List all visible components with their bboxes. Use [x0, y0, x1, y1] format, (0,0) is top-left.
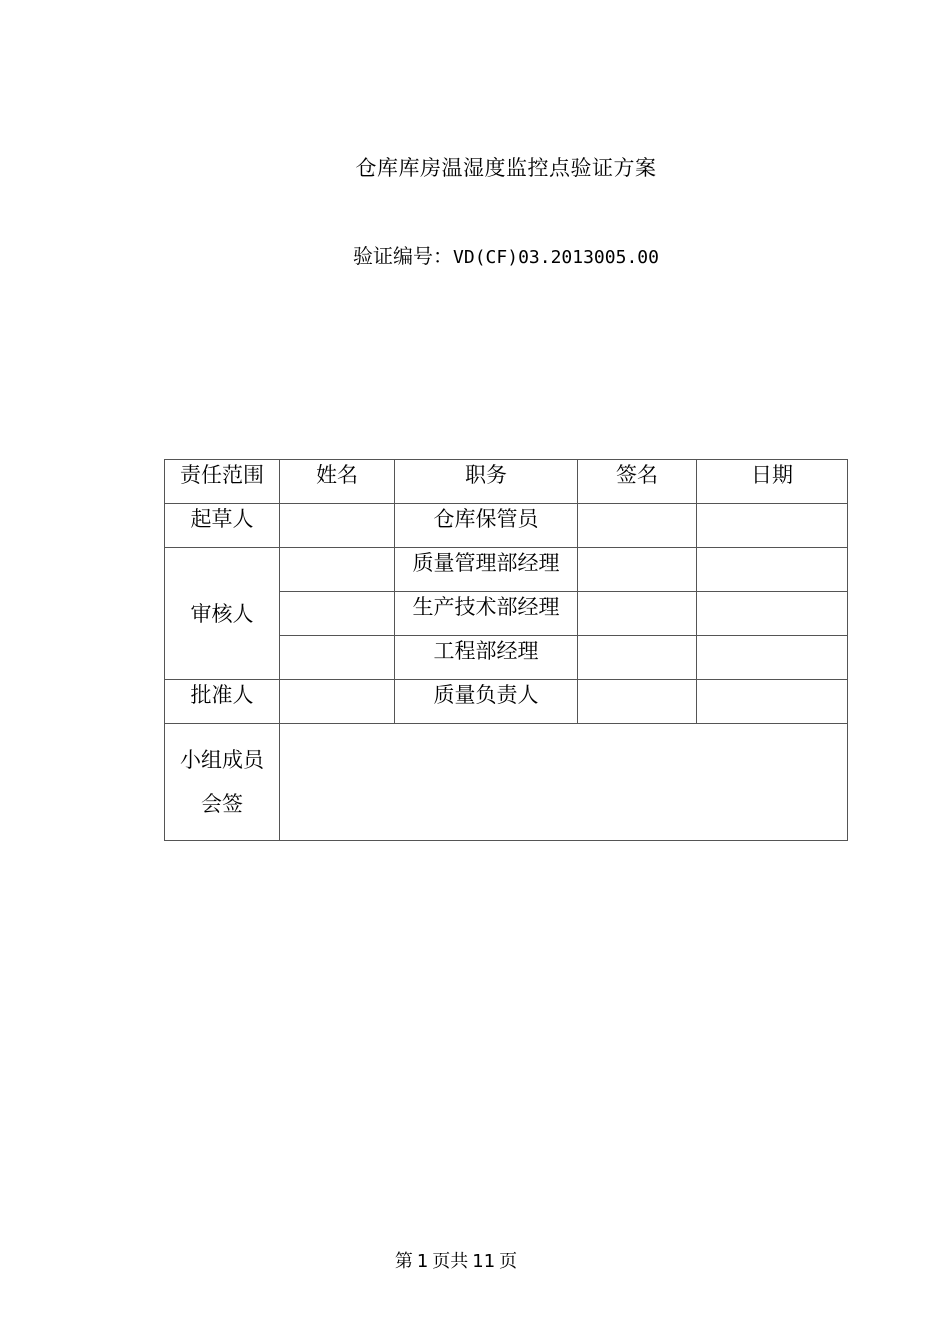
table-header-row: [165, 460, 848, 504]
page-footer: [0, 1247, 912, 1273]
scope-cell: 起草人: [165, 504, 280, 548]
name-cell[interactable]: [280, 636, 395, 680]
scope-cell: 审核人: [165, 548, 280, 680]
footer-mid: 页共: [432, 1251, 469, 1272]
members-row: [165, 724, 848, 841]
position-cell: 工程部经理: [395, 636, 578, 680]
header-signature: 签名: [578, 460, 697, 504]
name-cell[interactable]: [280, 680, 395, 724]
document-number-label: 验证编号：: [353, 244, 454, 268]
scope-cell: 批准人: [165, 680, 280, 724]
signature-cell[interactable]: [578, 504, 697, 548]
members-label: [165, 724, 280, 841]
signature-table: [164, 459, 848, 841]
table-row: [165, 504, 848, 548]
document-number: [0, 240, 950, 269]
members-label-line2: 会签: [201, 792, 243, 816]
signature-cell[interactable]: [578, 680, 697, 724]
header-scope: 责任范围: [165, 460, 280, 504]
signature-cell[interactable]: [578, 548, 697, 592]
document-number-value: VD(CF)03.2013005.00: [453, 247, 659, 268]
document-title: 仓库库房温湿度监控点验证方案: [355, 156, 657, 180]
date-cell[interactable]: [697, 680, 848, 724]
header-date: 日期: [697, 460, 848, 504]
name-cell[interactable]: [280, 592, 395, 636]
header-name: 姓名: [280, 460, 395, 504]
position-cell: 生产技术部经理: [395, 592, 578, 636]
table-row: [165, 548, 848, 592]
position-cell: 质量管理部经理: [395, 548, 578, 592]
date-cell[interactable]: [697, 504, 848, 548]
footer-prefix: 第: [394, 1251, 413, 1272]
members-signature-area[interactable]: [280, 724, 848, 841]
position-cell: 质量负责人: [395, 680, 578, 724]
date-cell[interactable]: [697, 592, 848, 636]
footer-page-number: 1: [416, 1251, 429, 1272]
name-cell[interactable]: [280, 504, 395, 548]
table-row: [165, 680, 848, 724]
footer-total-pages: 11: [472, 1251, 496, 1272]
date-cell[interactable]: [697, 548, 848, 592]
header-position: 职务: [395, 460, 578, 504]
footer-suffix: 页: [499, 1251, 518, 1272]
date-cell[interactable]: [697, 636, 848, 680]
name-cell[interactable]: [280, 548, 395, 592]
signature-cell[interactable]: [578, 592, 697, 636]
position-cell: 仓库保管员: [395, 504, 578, 548]
signature-cell[interactable]: [578, 636, 697, 680]
members-label-line1: 小组成员: [180, 748, 264, 772]
